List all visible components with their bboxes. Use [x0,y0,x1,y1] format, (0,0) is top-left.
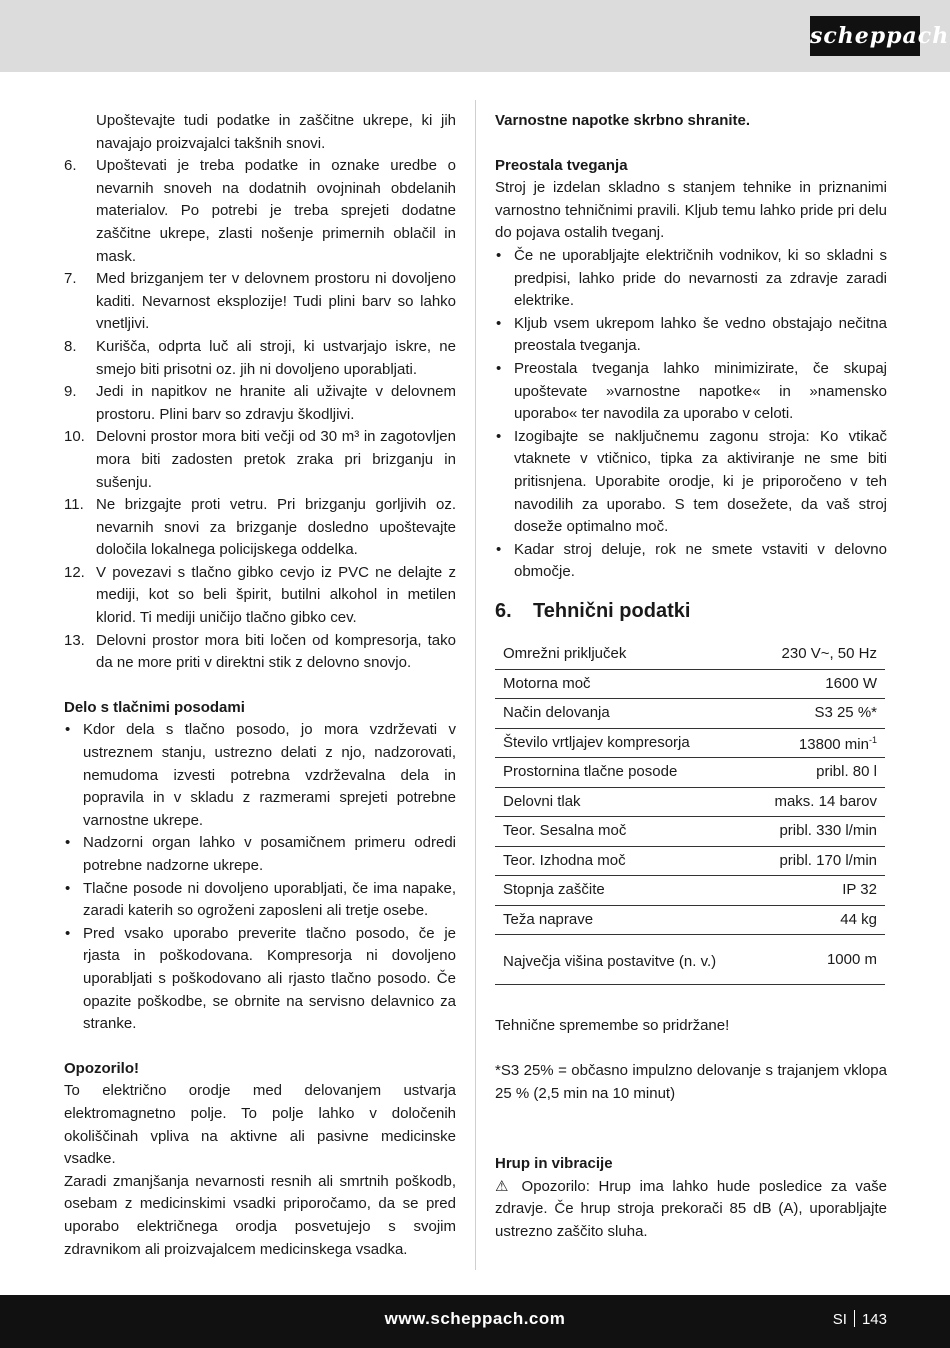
bullet-icon: • [496,427,502,445]
spec-name: Delovni tlak [495,787,752,817]
language-code: SI [832,1311,847,1328]
spec-value-text: pribl. 80 l [816,763,877,781]
table-row [495,669,885,699]
table-row [495,817,885,847]
warning-heading: Opozorilo! [64,1059,139,1077]
table-row [495,846,885,876]
list-item-number: 13. [64,631,85,649]
table-row [495,758,885,788]
bullet-text: Kdor dela s tlačno posodo, jo mora vzdrževati v ustreznem stanju, ustrezno delati z njo, nadzorovati, nemudoma izvesti potrebna vzdrževalna dela in popravila in v skladu z razmerami sprejeti potrebne varnostne ukrepe. [83,721,456,829]
bullet-icon: • [496,359,502,377]
bullet-icon: • [496,314,502,332]
numbered-list [64,155,456,675]
changes-note: Tehnične spremembe so pridržane! [495,1017,730,1035]
spec-value-text: pribl. 330 l/min [779,822,877,840]
list-item [64,426,456,494]
spec-value-text: 13800 min [798,736,869,754]
list-item [64,155,456,268]
spec-unit-exponent: -1 [868,735,877,746]
noise-heading: Hrup in vibracije [495,1155,613,1173]
spec-name: Teža naprave [495,905,752,935]
list-item [64,630,456,675]
table-row [495,728,885,758]
list-item-text: Kurišča, odprta luč ali stroji, ki ustvarjajo iskre, ne smejo biti prisotni oz. jih ni dovoljeno uporabljati. [96,337,456,378]
section-heading [495,600,887,623]
pressure-heading: Delo s tlačnimi posodami [64,698,245,716]
bullet-icon: • [496,246,502,264]
list-item [64,268,456,336]
list-item-text: Upoštevati je treba podatke in oznake uredbe o nevarnih snoveh na dodatnih ovojninah obdelanih materialov. Po potrebi je treba sprejeti dodatne zaščitne ukrepe, zlasti nošenje primernih oblačil in mask. [96,157,456,265]
spec-name: Stopnja zaščite [495,876,752,906]
list-item [64,494,456,562]
spec-name: Omrežni priključek [495,640,752,669]
bullet-icon: • [65,834,71,852]
table-row [495,699,885,729]
section-title: Tehnični podatki [533,599,691,622]
table-row [495,905,885,935]
list-item-text: Delovni prostor mora biti večji od 30 m³ in zagotovljen mora biti zadosten pretok zraka pri brizganju in sušenju. [96,428,456,491]
page-number: 143 [861,1311,887,1328]
bullet-item [495,313,887,358]
list-item-number: 12. [64,563,85,581]
residual-heading: Preostala tveganja [495,156,628,174]
tech-table [495,640,885,985]
spec-value-text: 1600 W [825,674,877,692]
spec-value [752,758,885,788]
bullet-icon: • [65,721,71,739]
list-item-number: 11. [64,496,84,514]
bullet-icon: • [65,879,71,897]
list-item-number: 9. [64,383,77,401]
spec-value-text: IP 32 [842,881,877,899]
spec-value [752,876,885,906]
bullet-icon: • [496,540,502,558]
list-item-text: Ne brizgajte proti vetru. Pri brizganju gorljivih oz. nevarnih snovi za brizganje dosledno upoštevajte določila lokalnega policijskega oddelka. [96,496,456,559]
bullet-text: Nadzorni organ lahko v posamičnem primeru odredi potrebne nadzorne ukrepe. [83,834,456,874]
spec-name: Način delovanja [495,699,752,729]
page-separator [854,1310,855,1327]
bullet-item [64,878,456,923]
bullet-item [64,719,456,832]
list-item-number: 8. [64,337,77,355]
right-column [495,110,887,1244]
spec-value [752,935,885,985]
bullet-item [495,426,887,539]
section-number: 6. [495,599,512,622]
footer-bar [0,1295,950,1348]
list-item-text: Med brizganjem ter v delovnem prostoru ni dovoljeno kaditi. Nevarnost eksplozije! Tudi plini barv so lahko vnetljivi. [96,270,456,333]
intro-text: Upoštevajte tudi podatke in zaščitne ukrepe, ki jih navajajo proizvajalci takšnih snovi. [96,112,456,152]
list-item-number: 6. [64,157,77,175]
table-row [495,876,885,906]
column-divider [475,100,476,1270]
warning-paragraph-1: To električno orodje med delovanjem ustvarja elektromagnetno polje. To polje lahko v določenih okoliščinah vpliva na aktivne ali pasivne medicinske vsadke. [64,1082,456,1168]
warning-triangle-icon: ⚠ [495,1177,513,1195]
scheppach-logo: scheppach [810,16,920,56]
pressure-bullets [64,719,456,1035]
bullet-text: Kadar stroj deluje, rok ne smete vstaviti v delovno območje. [514,540,887,581]
spec-value [752,905,885,935]
list-item [64,381,456,426]
spec-value-text: S3 25 %* [814,704,877,722]
spec-value [752,846,885,876]
bullet-text: Če ne uporabljajte električnih vodnikov, ki so skladni s predpisi, lahko pride do nevarnosti za zdravje zaradi elektrike. [514,246,887,310]
list-item-number: 7. [64,270,77,288]
residual-bullets [495,245,887,584]
list-item-text: V povezavi s tlačno gibko cevjo iz PVC ne delajte z mediji, kot so beli špirit, butilni alkohol in metilen klorid. Ti mediji uničijo tlačno gibko cev. [96,563,456,627]
bullet-item [495,539,887,584]
table-row [495,787,885,817]
footer-url[interactable]: www.scheppach.com [384,1309,566,1328]
spec-value [752,669,885,699]
bullet-text: Kljub vsem ukrepom lahko še vedno obstajajo nečitna preostala tveganja. [514,314,887,355]
residual-intro: Stroj je izdelan skladno s stanjem tehnike in priznanimi varnostno tehničnimi pravili. Kljub temu lahko pride pri delu do pojava ostalih tveganj. [495,179,887,242]
warning-paragraph-2: Zaradi zmanjšanja nevarnosti resnih ali smrtnih poškodb, osebam z medicinskimi vsadki priporočamo, da se pred uporabo električnega orodja posvetujejo s svojim zdravnikom ali proizvajalcem medicinskega vsadka. [64,1172,456,1258]
spec-value-text: 230 V~, 50 Hz [781,645,877,663]
left-column [64,110,456,1261]
list-item [64,562,456,630]
bullet-text: Pred vsako uporabo preverite tlačno posodo, če je rjasta in poškodovana. Kompresorja ni dovoljeno uporabljati s poškodovano ali rjasto tlačno posodo. Če opazite poškodbe, se obrnite na servisno delavnico za stranke. [83,924,456,1033]
noise-paragraph [495,1176,887,1244]
spec-value-text: 44 kg [840,910,877,928]
bullet-item [495,358,887,426]
header-bar [0,0,950,72]
spec-name: Največja višina postavitve (n. v.) [495,935,752,985]
spec-name: Število vrtljajev kompresorja [495,728,752,758]
bullet-item [64,832,456,877]
spec-value [752,640,885,669]
spec-name: Prostornina tlačne posode [495,758,752,788]
page-indicator [833,1310,887,1328]
spec-value [752,787,885,817]
list-item [64,336,456,381]
bullet-item [495,245,887,313]
table-row [495,935,885,985]
keep-note: Varnostne napotke skrbno shranite. [495,112,751,129]
list-item-text: Jedi in napitkov ne hranite ali uživajte v delovnem prostoru. Plini barv so zdravju škodljivi. [96,383,456,423]
spec-value [752,728,885,758]
s3-note: *S3 25% = občasno impulzno delovanje s trajanjem vklopa 25 % (2,5 min na 10 minut) [495,1062,887,1102]
spec-value-text: maks. 14 barov [774,792,877,810]
list-item-number: 10. [64,428,85,446]
bullet-item [64,923,456,1036]
spec-value [752,817,885,847]
bullet-text: Tlačne posode ni dovoljeno uporabljati, če ima napake, zaradi katerih so ogroženi zaposleni ali tretje osebe. [83,879,456,920]
bullet-text: Izogibajte se naključnemu zagonu stroja: Ko vtikač vtaknete v vtičnico, tipka za aktiviranje ne sme biti pritisnjena. Uporabite orodje, ki je priporočeno v teh navodilih za uporabo. S tem dosežete, da vaš stroj doseže optimalno moč. [514,427,887,536]
spec-value-text: 1000 m [826,950,877,968]
bullet-text: Preostala tveganja lahko minimizirate, če skupaj upoštevate »varnostne napotke« in »namensko uporabo« ter navodila za uporabo v celoti. [514,359,887,423]
spec-name: Teor. Izhodna moč [495,846,752,876]
spec-value [752,699,885,729]
spec-value-text: pribl. 170 l/min [779,851,877,869]
spec-name: Motorna moč [495,669,752,699]
list-item-text: Delovni prostor mora biti ločen od kompresorja, tako da ne more priti v direktni stik z delovno snovjo. [96,631,456,672]
spec-name: Teor. Sesalna moč [495,817,752,847]
bullet-icon: • [65,924,71,942]
noise-text: Opozorilo: Hrup ima lahko hude posledice za vaše zdravje. Če hrup stroja prekorači 85 dB (A), uporabljajte ustrezno zaščito sluha. [495,1177,888,1241]
table-row [495,640,885,669]
